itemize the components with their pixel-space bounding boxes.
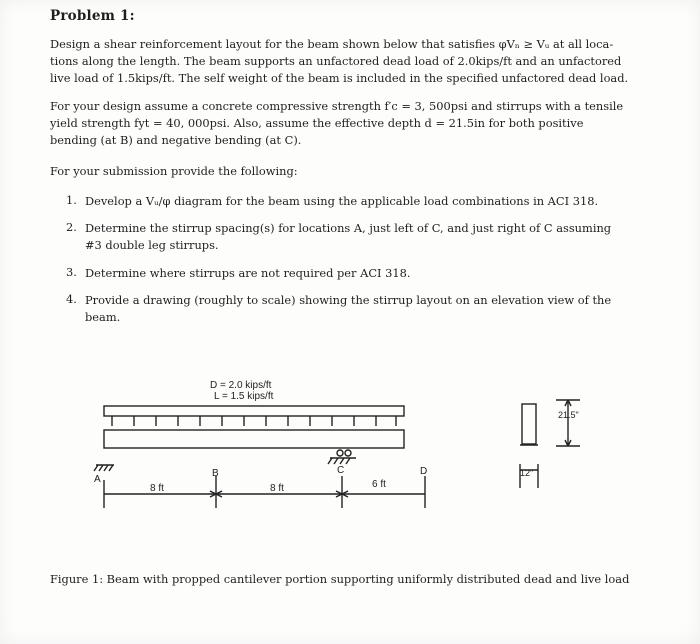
intro-line-2: tions along the length. The beam supports an unfactored dead load of 2.0kips/ft and an unfactored [50, 54, 622, 68]
item-3-number: 3. [66, 265, 77, 279]
beam-figure [90, 370, 610, 530]
span-ab-label: 8 ft [150, 483, 164, 494]
item-3-line-1: Determine where stirrups are not required per ACI 318. [85, 266, 411, 280]
point-d-label: D [420, 466, 428, 477]
submission-intro: For your submission provide the following: [50, 164, 298, 178]
item-1-line-1: Develop a Vᵤ/φ diagram for the beam using the applicable load combinations in ACI 318. [85, 194, 599, 208]
load-arrows [112, 416, 396, 426]
item-4-number: 4. [66, 292, 77, 306]
item-1-number: 1. [66, 193, 77, 207]
item-4-line-2: beam. [85, 310, 121, 324]
point-c-label: C [337, 465, 345, 476]
section-width-label: 12" [520, 468, 534, 478]
figure-caption: Figure 1: Beam with propped cantilever portion supporting uniformly distributed dead and live load [50, 572, 630, 586]
assumption-line-3: bending (at B) and negative bending (at C). [50, 133, 302, 147]
beam-elevation [104, 430, 404, 448]
span-bc-label: 8 ft [270, 483, 284, 494]
intro-line-1: Design a shear reinforcement layout for the beam shown below that satisfies φVₙ ≥ Vᵤ at all loca- [50, 37, 614, 51]
dead-load-label: D = 2.0 kips/ft [210, 380, 272, 391]
live-load-label: L = 1.5 kips/ft [214, 391, 274, 402]
problem-title: Problem 1: [50, 8, 135, 24]
section-depth-label: 21.5" [558, 410, 579, 420]
distributed-load-band [104, 406, 404, 416]
span-cd-label: 6 ft [372, 479, 386, 490]
item-2-line-2: #3 double leg stirrups. [85, 238, 219, 252]
point-a-label: A [94, 474, 101, 485]
item-2-line-1: Determine the stirrup spacing(s) for locations A, just left of C, and just right of C assuming [85, 221, 612, 235]
assumption-line-2: yield strength fyt = 40, 000psi. Also, assume the effective depth d = 21.5in for both positive [50, 116, 584, 130]
roller-support-c [328, 450, 356, 464]
point-b-label: B [212, 468, 219, 479]
fixed-support-a [94, 465, 114, 471]
item-4-line-1: Provide a drawing (roughly to scale) showing the stirrup layout on an elevation view of the [85, 293, 612, 307]
cross-section [522, 404, 536, 444]
assumption-line-1: For your design assume a concrete compressive strength f′c = 3, 500psi and stirrups with a tensile [50, 99, 624, 113]
intro-line-3: live load of 1.5kips/ft. The self weight of the beam is included in the specified unfactored dead load. [50, 71, 629, 85]
item-2-number: 2. [66, 220, 77, 234]
